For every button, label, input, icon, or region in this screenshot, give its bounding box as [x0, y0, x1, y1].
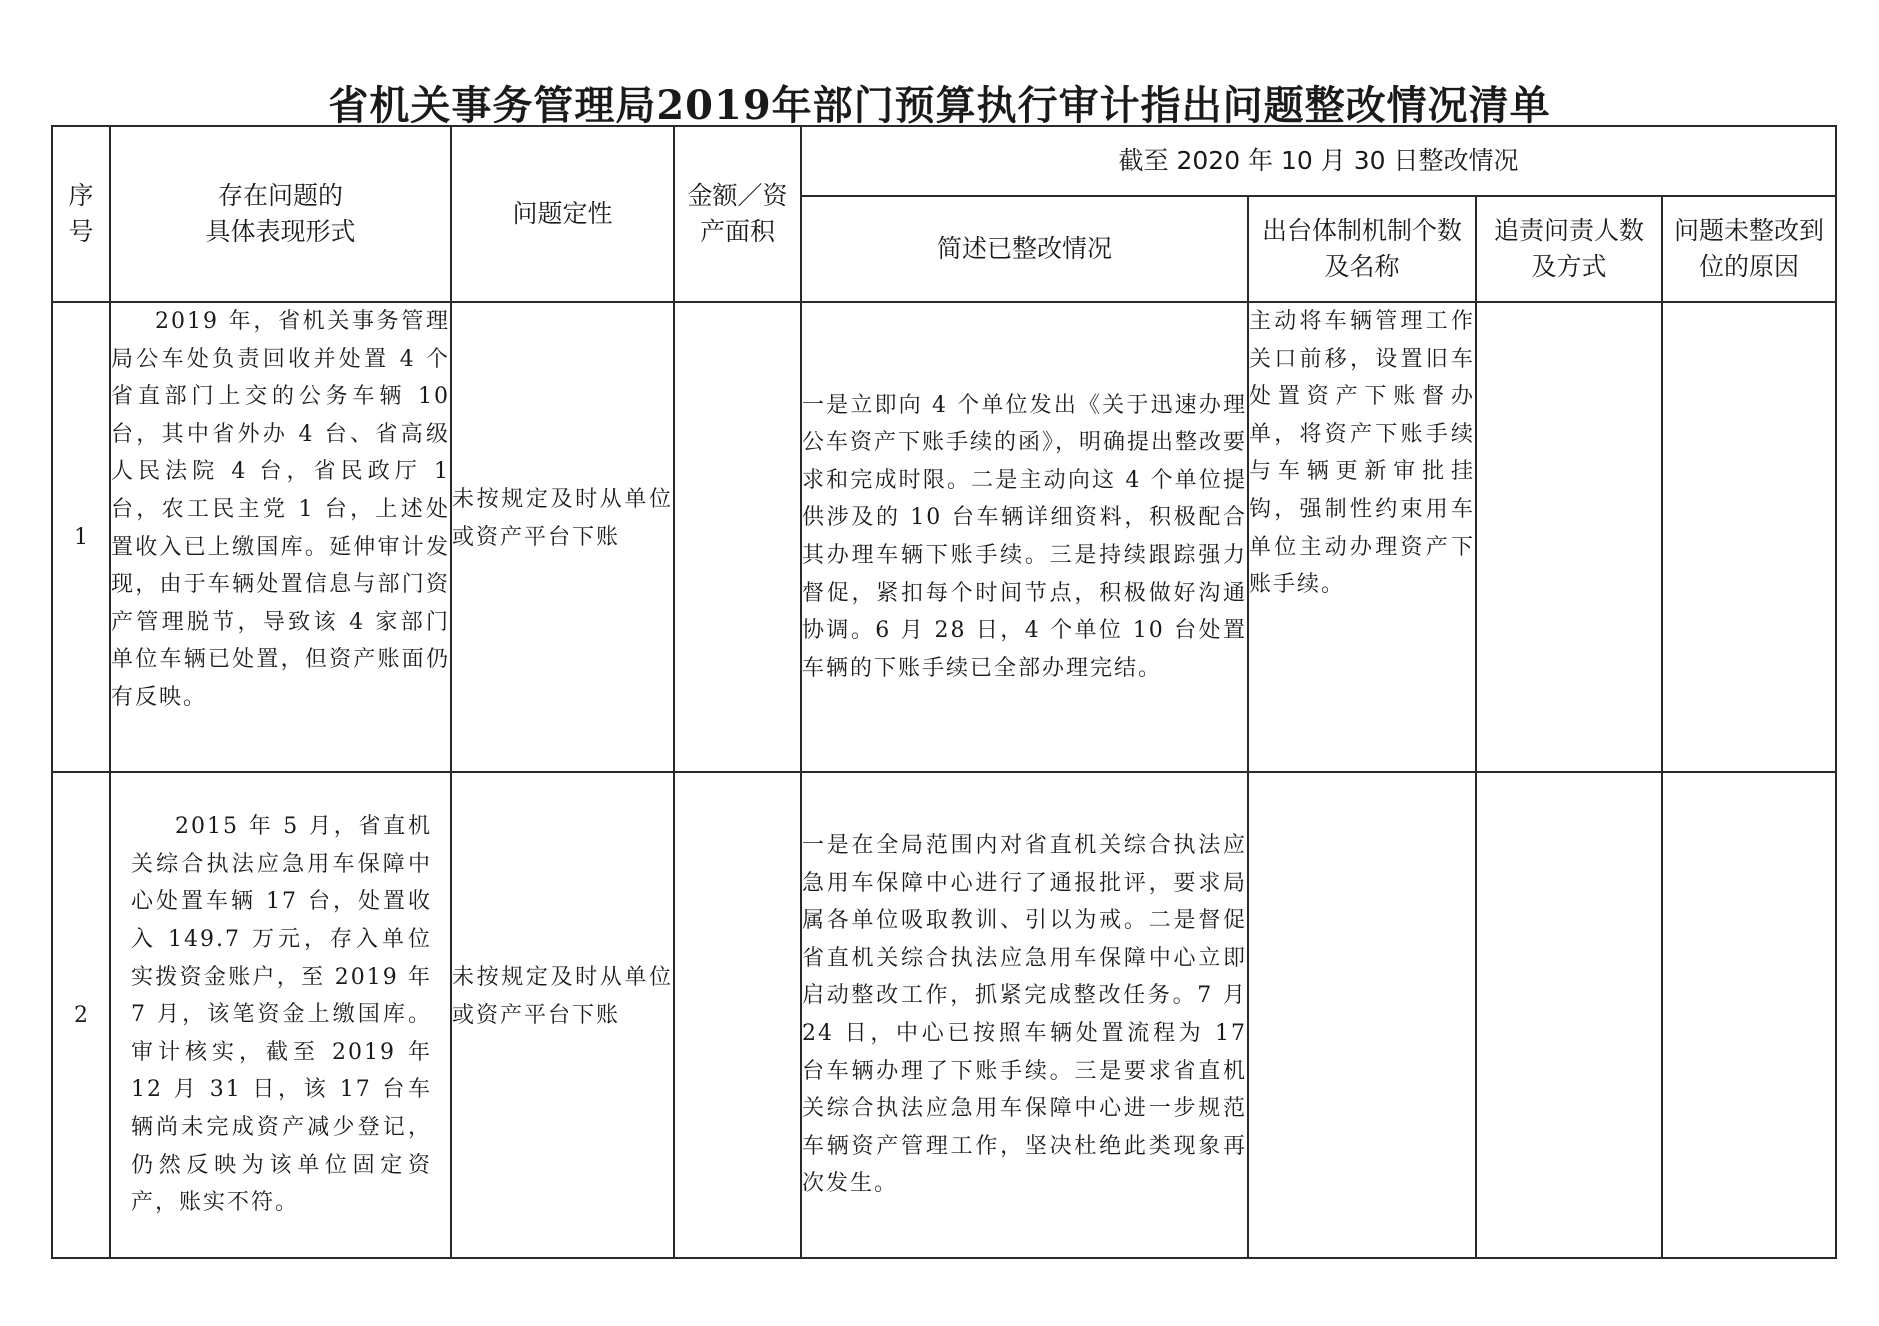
- table-row: [52, 302, 1836, 772]
- problem-description-cell: [110, 772, 451, 1258]
- rectification-cell: [801, 772, 1248, 1258]
- header-nature: 问题定性: [451, 126, 674, 302]
- problem-description-cell: [110, 302, 451, 772]
- header-reasons: 问题未整改到 位的原因: [1662, 196, 1836, 302]
- header-status-group: 截至 2020 年 10 月 30 日整改情况: [801, 126, 1836, 196]
- problem-nature-cell: [451, 772, 674, 1258]
- accountability-cell: [1476, 302, 1662, 772]
- mechanisms-cell: [1248, 772, 1476, 1258]
- header-rectification: 简述已整改情况: [801, 196, 1248, 302]
- header-amount: 金额／资 产面积: [674, 126, 801, 302]
- mechanisms-cell: [1248, 302, 1476, 772]
- rectification-table: [51, 125, 1837, 1259]
- problem-nature-cell: [451, 302, 674, 772]
- rectification-summary: 一是在全局范围内对省直机关综合执法应急用车保障中心进行了通报批评，要求局属各单位吸取教训、引以为戒。二是督促省直机关综合执法应急用车保障中心立即启动整改工作，抓紧完成整改任务。7 月 24 日，中心已按照车辆处置流程为 17 台车辆办理了下账手续。三是要求省直机关综合执法应急用车保障中心进一步规范车辆资产管理工作，坚决杜绝此类现象再次发生。: [802, 833, 1247, 1197]
- rectification-cell: [801, 302, 1248, 772]
- amount-cell: [674, 302, 801, 772]
- row-number: 2: [52, 772, 110, 1258]
- header-description: 存在问题的 具体表现形式: [110, 126, 451, 302]
- header-mechanisms: 出台体制机制个数 及名称: [1248, 196, 1476, 302]
- problem-nature: 未按规定及时从单位或资产平台下账: [452, 487, 673, 550]
- rectification-summary: 一是立即向 4 个单位发出《关于迅速办理公车资产下账手续的函》，明确提出整改要求和完成时限。二是主动向这 4 个单位提供涉及的 10 台车辆详细资料，积极配合其办理车辆下账手续。三是持续跟踪强力督促，紧扣每个时间节点，积极做好沟通协调。6 月 28 日，4 个单位 10 台处置车辆的下账手续已全部办理完结。: [802, 392, 1248, 681]
- header-no: 序 号: [52, 126, 110, 302]
- header-row-top: [52, 126, 1836, 196]
- problem-description: 2015 年 5 月，省直机关综合执法应急用车保障中心处置车辆 17 台，处置收入 149.7 万元，存入单位实拨资金账户，至 2019 年 7 月，该笔资金上缴国库。审计核实，截至 2019 年 12 月 31 日，该 17 台车辆尚未完成资产减少登记，仍然反映为该单位固定资产，账实不符。: [131, 814, 432, 1216]
- mechanisms-text: 主动将车辆管理工作关口前移，设置旧车处置资产下账督办单，将资产下账手续与车辆更新审批挂钩，强制性约束用车单位主动办理资产下账手续。: [1249, 309, 1475, 598]
- unresolved-reasons-cell: [1662, 302, 1836, 772]
- problem-description: 2019 年，省机关事务管理局公车处负责回收并处置 4 个省直部门上交的公务车辆 10 台，其中省外办 4 台、省高级人民法院 4 台，省民政厅 1 台，农工民主党 1 台，上述处置收入已上缴国库。延伸审计发现，由于车辆处置信息与部门资产管理脱节，导致该 4 家部门单位车辆已处置，但资产账面仍有反映。: [111, 309, 450, 710]
- table-row: [52, 772, 1836, 1258]
- amount-cell: [674, 772, 801, 1258]
- unresolved-reasons-cell: [1662, 772, 1836, 1258]
- header-accountability: 追责问责人数 及方式: [1476, 196, 1662, 302]
- row-number: 1: [52, 302, 110, 772]
- problem-nature: 未按规定及时从单位或资产平台下账: [452, 965, 673, 1028]
- accountability-cell: [1476, 772, 1662, 1258]
- page-title: 省机关事务管理局2019年部门预算执行审计指出问题整改情况清单: [328, 82, 1551, 129]
